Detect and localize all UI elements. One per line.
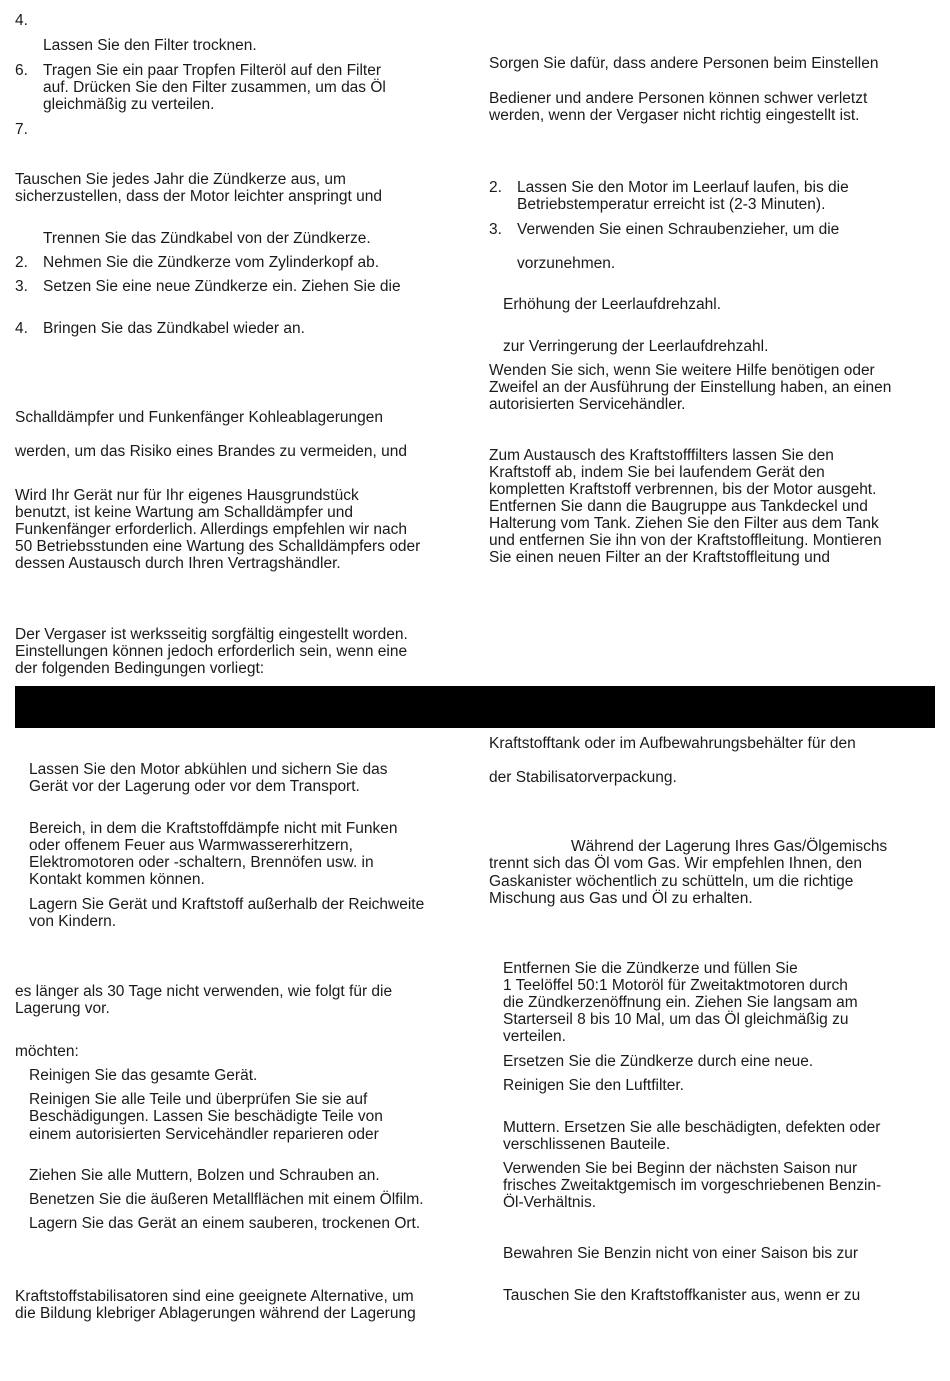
bullet-text: verteilen. — [503, 1028, 566, 1045]
bullet-text: Ersetzen Sie die Zündkerze durch eine neue. — [503, 1053, 814, 1070]
paragraph-line: dessen Austausch durch Ihren Vertragshändler. — [15, 555, 341, 572]
paragraph-line: autorisierten Servicehändler. — [489, 396, 686, 413]
paragraph-line: trennt sich das Öl vom Gas. Wir empfehlen Ihnen, den — [489, 855, 863, 872]
paragraph-line: und entfernen Sie ihn von der Kraftstoffleitung. Montieren — [489, 532, 882, 549]
step-number: 7. — [15, 121, 28, 138]
step-number: 4. — [15, 12, 28, 29]
step-number: 4. — [15, 320, 28, 337]
bullet-text: Bewahren Sie Benzin nicht von einer Saison bis zur — [503, 1245, 858, 1262]
section-header-bar — [15, 686, 935, 728]
paragraph-line: Einstellungen können jedoch erforderlich sein, wenn eine — [15, 643, 408, 660]
step-text: Verwenden Sie einen Schraubenzieher, um die — [517, 221, 840, 238]
paragraph-line: sicherzustellen, dass der Motor leichter anspringt und — [15, 188, 383, 205]
bullet-text: Starterseil 8 bis 10 Mal, um das Öl gleichmäßig zu — [503, 1011, 849, 1028]
paragraph-line: Schalldämpfer und Funkenfänger Kohleablagerungen — [15, 409, 383, 426]
bullet-text: Öl-Verhältnis. — [503, 1194, 597, 1211]
step-text: Tragen Sie ein paar Tropfen Filteröl auf den Filter — [43, 62, 382, 79]
bullet-text: einem autorisierten Servicehändler reparieren oder — [29, 1126, 379, 1143]
paragraph-line: Lagerung vor. — [15, 1000, 110, 1017]
bullet-text: Benetzen Sie die äußeren Metallflächen mit einem Ölfilm. — [29, 1191, 424, 1208]
paragraph-line: zur Verringerung der Leerlaufdrehzahl. — [503, 338, 769, 355]
step-number: 3. — [489, 221, 502, 238]
bullet-text: Reinigen Sie das gesamte Gerät. — [29, 1067, 258, 1084]
paragraph-line: Kraftstoffstabilisatoren sind eine geeignete Alternative, um — [15, 1288, 414, 1305]
bullet-text: frisches Zweitaktgemisch im vorgeschriebenen Benzin- — [503, 1177, 882, 1194]
bullet-text: Bereich, in dem die Kraftstoffdämpfe nicht mit Funken — [29, 820, 398, 837]
paragraph-line: Wenden Sie sich, wenn Sie weitere Hilfe benötigen oder — [489, 362, 875, 379]
paragraph-line: 50 Betriebsstunden eine Wartung des Schalldämpfers oder — [15, 538, 421, 555]
paragraph-line: Bediener und andere Personen können schwer verletzt — [489, 90, 868, 107]
bullet-text: die Zündkerzenöffnung ein. Ziehen Sie langsam am — [503, 994, 858, 1011]
paragraph-line: Gaskanister wöchentlich zu schütteln, um die richtige — [489, 873, 854, 890]
bullet-text: 1 Teelöffel 50:1 Motoröl für Zweitaktmotoren durch — [503, 977, 848, 994]
paragraph-line: benutzt, ist keine Wartung am Schalldämpfer und — [15, 504, 354, 521]
paragraph-line: Mischung aus Gas und Öl zu erhalten. — [489, 890, 753, 907]
paragraph-line: Sorgen Sie dafür, dass andere Personen beim Einstellen — [489, 55, 879, 72]
paragraph-line: möchten: — [15, 1043, 79, 1060]
paragraph-line: der folgenden Bedingungen vorliegt: — [15, 660, 265, 677]
paragraph-line: Erhöhung der Leerlaufdrehzahl. — [503, 296, 722, 313]
paragraph-line: es länger als 30 Tage nicht verwenden, wie folgt für die — [15, 983, 393, 1000]
step-text: Lassen Sie den Filter trocknen. — [43, 37, 257, 54]
paragraph-line: Kraftstoff ab, indem Sie bei laufendem Gerät den — [489, 464, 825, 481]
paragraph-line: Entfernen Sie dann die Baugruppe aus Tankdeckel und — [489, 498, 868, 515]
bullet-text: Verwenden Sie bei Beginn der nächsten Saison nur — [503, 1160, 858, 1177]
paragraph-line: Während der Lagerung Ihres Gas/Ölgemischs — [571, 838, 888, 855]
bullet-text: Lassen Sie den Motor abkühlen und sichern Sie das — [29, 761, 388, 778]
paragraph-line: Zum Austausch des Kraftstofffilters lassen Sie den — [489, 447, 834, 464]
step-text: Nehmen Sie die Zündkerze vom Zylinderkopf ab. — [43, 254, 379, 271]
step-text: Betriebstemperatur erreicht ist (2-3 Minuten). — [517, 196, 826, 213]
paragraph-line: Sie einen neuen Filter an der Kraftstoffleitung und — [489, 549, 830, 566]
bullet-text: Lagern Sie das Gerät an einem sauberen, trockenen Ort. — [29, 1215, 421, 1232]
step-text: Trennen Sie das Zündkabel von der Zündkerze. — [43, 230, 371, 247]
paragraph-line: der Stabilisatorverpackung. — [489, 769, 677, 786]
paragraph-line: kompletten Kraftstoff verbrennen, bis der Motor ausgeht. — [489, 481, 877, 498]
paragraph-line: die Bildung klebriger Ablagerungen während der Lagerung — [15, 1305, 416, 1322]
step-number: 2. — [15, 254, 28, 271]
paragraph-line: Funkenfänger erforderlich. Allerdings empfehlen wir nach — [15, 521, 408, 538]
bullet-text: von Kindern. — [29, 913, 117, 930]
paragraph-line: Kraftstofftank oder im Aufbewahrungsbehälter für den — [489, 735, 856, 752]
step-text: vorzunehmen. — [517, 255, 616, 272]
bullet-text: Beschädigungen. Lassen Sie beschädigte Teile von — [29, 1108, 383, 1125]
step-text: Setzen Sie eine neue Zündkerze ein. Ziehen Sie die — [43, 278, 401, 295]
paragraph-line: Wird Ihr Gerät nur für Ihr eigenes Hausgrundstück — [15, 487, 359, 504]
bullet-text: Tauschen Sie den Kraftstoffkanister aus, wenn er zu — [503, 1287, 861, 1304]
bullet-text: Kontakt kommen können. — [29, 871, 205, 888]
step-number: 6. — [15, 62, 28, 79]
paragraph-line: Tauschen Sie jedes Jahr die Zündkerze aus, um — [15, 171, 346, 188]
step-text: Bringen Sie das Zündkabel wieder an. — [43, 320, 305, 337]
step-number: 3. — [15, 278, 28, 295]
paragraph-line: Halterung vom Tank. Ziehen Sie den Filter aus dem Tank — [489, 515, 879, 532]
bullet-text: Gerät vor der Lagerung oder vor dem Transport. — [29, 778, 360, 795]
paragraph-line: werden, um das Risiko eines Brandes zu vermeiden, und — [15, 443, 408, 460]
bullet-text: Entfernen Sie die Zündkerze und füllen Sie — [503, 960, 798, 977]
bullet-text: Reinigen Sie alle Teile und überprüfen Sie sie auf — [29, 1091, 368, 1108]
bullet-text: Elektromotoren oder -schaltern, Brennöfen usw. in — [29, 854, 374, 871]
bullet-text: verschlissenen Bauteile. — [503, 1136, 671, 1153]
paragraph-line: Der Vergaser ist werksseitig sorgfältig eingestellt worden. — [15, 626, 408, 643]
step-text: Lassen Sie den Motor im Leerlauf laufen, bis die — [517, 179, 849, 196]
bullet-text: Reinigen Sie den Luftfilter. — [503, 1077, 684, 1094]
bullet-text: Lagern Sie Gerät und Kraftstoff außerhalb der Reichweite — [29, 896, 425, 913]
step-text: gleichmäßig zu verteilen. — [43, 96, 215, 113]
bullet-text: Muttern. Ersetzen Sie alle beschädigten, defekten oder — [503, 1119, 881, 1136]
paragraph-line: Zweifel an der Ausführung der Einstellung haben, an einen — [489, 379, 892, 396]
paragraph-line: werden, wenn der Vergaser nicht richtig eingestellt ist. — [489, 107, 860, 124]
step-number: 2. — [489, 179, 502, 196]
bullet-text: oder offenem Feuer aus Warmwassererhitzern, — [29, 837, 353, 854]
step-text: auf. Drücken Sie den Filter zusammen, um das Öl — [43, 79, 386, 96]
bullet-text: Ziehen Sie alle Muttern, Bolzen und Schrauben an. — [29, 1167, 380, 1184]
